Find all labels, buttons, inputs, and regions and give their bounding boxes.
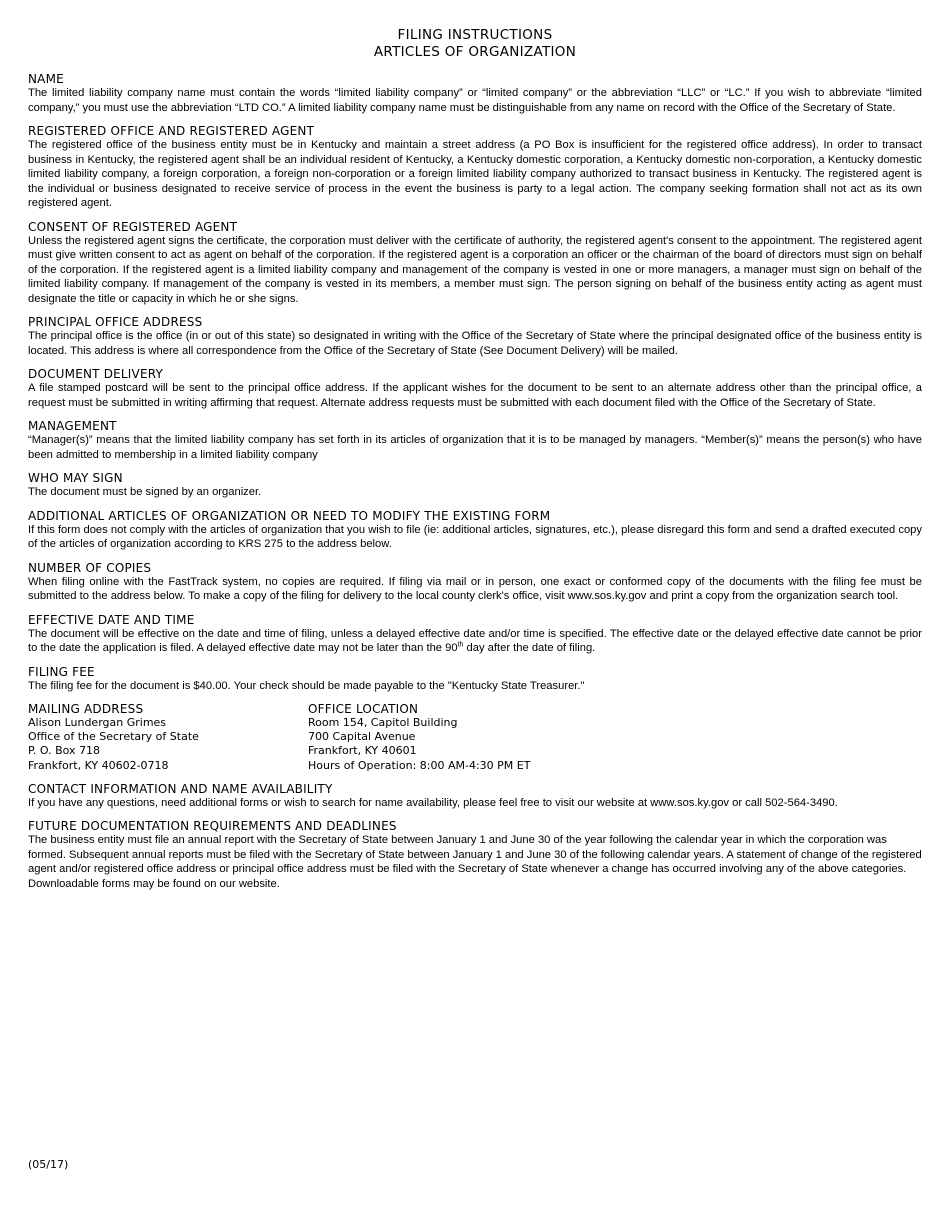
office-location	[308, 702, 708, 773]
section-text-part: The document will be effective on the date and time of filing, unless a delayed effective date and/or time is specified. The effective date or the delayed effective date cannot be prior to the date the application is filed. A delayed effective date may not be later than the 90	[28, 627, 922, 654]
title-line-2: ARTICLES OF ORGANIZATION	[373, 44, 577, 60]
mailing-address	[28, 702, 308, 773]
section-heading: WHO MAY SIGN	[28, 471, 123, 485]
section-text: “Manager(s)” means that the limited liability company has set forth in its articles of organization that it is to be managed by managers. “Member(s)” means the person(s) who have been admitted to membership in a limited liability company	[28, 434, 922, 461]
section-text: The business entity must file an annual report with the Secretary of State between January 1 and June 30 of the year following the calendar year in which the corporation was formed. Subsequent annual reports must be filed with the Secretary of State between January 1 and June 30 of the following calendar years. A statement of change of the registered agent and/or registered office address or principal office address must be filed with the Secretary of State whenever a change has occurred involving any of the above categories. Downloadable forms may be found on our website.	[28, 834, 922, 890]
section-management	[28, 419, 922, 462]
section-registered-agent	[28, 124, 922, 211]
section-contact	[28, 782, 922, 811]
section-text	[28, 627, 922, 656]
section-principal-office	[28, 315, 922, 358]
address-block	[28, 702, 922, 773]
section-text: The filing fee for the document is $40.00. Your check should be made payable to the "Kentucky State Treasurer."	[28, 679, 585, 692]
section-who-may-sign	[28, 471, 922, 500]
section-heading: FUTURE DOCUMENTATION REQUIREMENTS AND DEADLINES	[28, 819, 397, 834]
address-line: Office of the Secretary of State	[28, 730, 199, 744]
section-heading: CONSENT OF REGISTERED AGENT	[28, 219, 238, 234]
section-heading: ADDITIONAL ARTICLES OF ORGANIZATION OR NEED TO MODIFY THE EXISTING FORM	[28, 508, 551, 523]
section-text: The registered office of the business entity must be in Kentucky and maintain a street address (a PO Box is insufficient for the registered office address). In order to transact business in Kentucky, the registered agent shall be an individual resident of Kentucky, a Kentucky domestic corporation, a Kentucky domestic non-corporation, a Kentucky domestic limited liability company, a foreign corporation, a foreign non-corporation or a foreign limited liability company authorized to transact business in Kentucky. The registered agent is the individual or business designated to receive service of process in the event the business is party to a legal action. The company seeking formation shall not act as its own registered agent.	[28, 139, 922, 209]
section-heading: OFFICE LOCATION	[308, 702, 419, 716]
section-text: A file stamped postcard will be sent to the principal office address. If the applicant wishes for the document to be sent to an alternate address other than the principal office, a request must be submitted in writing affirming that request. Alternate address requests must be submitted with each document filed with the Office of the Secretary of State.	[28, 382, 922, 409]
section-text: If this form does not comply with the articles of organization that you wish to file (ie: additional articles, signatures, etc.), please disregard this form and send a drafted executed copy of the articles of organization according to KRS 275 to the address below.	[28, 523, 922, 550]
section-text: If you have any questions, need additional forms or wish to search for name availability, please feel free to visit our website at www.sos.ky.gov or call 502-564-3490.	[28, 796, 838, 809]
section-text: The limited liability company name must contain the words “limited liability company” or “limited company” or the abbreviation “LLC” or “LC.” If you wish to abbreviate “limited company,” you must use the abbreviation “LTD CO.” A limited liability company name must be distinguishable from any name on record with the Office of the Secretary of State.	[28, 87, 922, 114]
section-text: The principal office is the office (in or out of this state) so designated in writing with the Office of the Secretary of State where the principal designated office of the business entity is located. This address is where all correspondence from the Office of the Secretary of State (See Document Delivery) will be mailed.	[28, 330, 922, 357]
section-document-delivery	[28, 367, 922, 410]
section-heading: MAILING ADDRESS	[28, 702, 144, 716]
section-heading: PRINCIPAL OFFICE ADDRESS	[28, 315, 203, 329]
address-line: 700 Capital Avenue	[308, 730, 416, 744]
section-heading: DOCUMENT DELIVERY	[28, 367, 164, 381]
section-heading: MANAGEMENT	[28, 419, 117, 433]
section-effective-date	[28, 613, 922, 656]
title-line-1: FILING INSTRUCTIONS	[397, 27, 553, 43]
section-number-of-copies	[28, 561, 922, 604]
section-heading: NAME	[28, 72, 64, 86]
form-revision-code: (05/17)	[28, 1158, 69, 1171]
section-text: When filing online with the FastTrack system, no copies are required. If filing via mail or in person, one exact or conformed copy of the documents with the filing fee must be submitted to the address below. To make a copy of the filing for delivery to the local county clerk's office, visit www.sos.ky.gov and print a copy from the organization search tool.	[28, 575, 922, 602]
address-line: Frankfort, KY 40602-0718	[28, 758, 169, 772]
section-heading: EFFECTIVE DATE AND TIME	[28, 612, 195, 627]
address-line: Frankfort, KY 40601	[308, 744, 417, 758]
document-title	[28, 27, 922, 61]
address-line: Hours of Operation: 8:00 AM-4:30 PM ET	[308, 758, 531, 772]
section-future-requirements	[28, 819, 922, 891]
section-text: Unless the registered agent signs the certificate, the corporation must deliver with the certificate of authority, the registered agent's consent to the appointment. The registered agent must give written consent to act as agent on behalf of the corporation. If the registered agent is a corporation an officer or the chairman of the board of directors must sign on behalf of the corporation. If the registered agent is a limited liability company and management of the company is vested in one or more managers, a manager must sign on behalf of the limited liability company. If management of the company is vested in its members, a member must sign. The person signing on behalf of the business entity acting as agent must designate the title or capacity in which he or she signs.	[28, 234, 922, 305]
section-heading: CONTACT INFORMATION AND NAME AVAILABILITY	[28, 781, 333, 796]
ordinal-suffix: th	[457, 641, 464, 649]
address-line: P. O. Box 718	[28, 744, 101, 758]
section-filing-fee	[28, 665, 922, 694]
section-consent	[28, 220, 922, 307]
section-text-part: day after the date of filing.	[463, 642, 596, 654]
section-text: The document must be signed by an organizer.	[28, 486, 262, 498]
section-heading: REGISTERED OFFICE AND REGISTERED AGENT	[28, 124, 315, 138]
instructions-page	[28, 27, 922, 900]
section-name	[28, 72, 922, 115]
section-heading: NUMBER OF COPIES	[28, 560, 152, 575]
address-line: Room 154, Capitol Building	[308, 716, 458, 729]
section-heading: FILING FEE	[28, 664, 95, 679]
address-line: Alison Lundergan Grimes	[28, 716, 167, 729]
section-additional-articles	[28, 509, 922, 552]
